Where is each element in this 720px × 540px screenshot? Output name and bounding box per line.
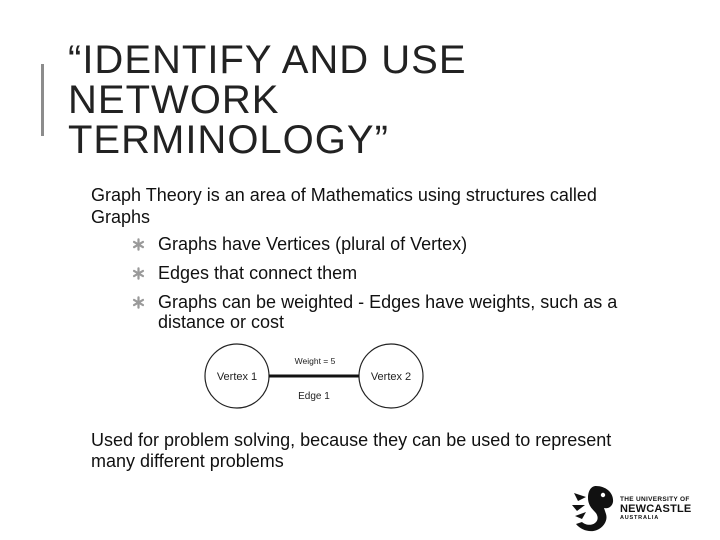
title-line: NETWORK — [68, 78, 280, 122]
asterisk-bullet-icon — [132, 296, 145, 309]
asterisk-bullet-icon — [132, 238, 145, 251]
title-line: TERMINOLOGY” — [68, 118, 389, 162]
vertex-1-label: Vertex 1 — [216, 371, 258, 383]
bullet-item — [130, 292, 650, 332]
title-accent-bar — [41, 64, 44, 136]
logo-line-2: NEWCASTLE — [620, 503, 692, 515]
asterisk-bullet-icon — [132, 267, 145, 280]
vertex-2-label: Vertex 2 — [370, 371, 412, 383]
bullet-item — [130, 263, 650, 283]
logo-line-3: AUSTRALIA — [620, 515, 659, 521]
closing-paragraph: Used for problem solving, because they can be used to represent many different problems — [91, 430, 612, 471]
graph-diagram — [200, 336, 430, 416]
bullet-item — [130, 234, 650, 254]
logo-wordmark — [620, 496, 706, 522]
seahorse-logo-icon — [566, 483, 618, 535]
bullet-list — [130, 234, 650, 341]
bullet-text: Graphs have Vertices (plural of Vertex) — [158, 234, 468, 254]
bullet-text: Edges that connect them — [158, 263, 358, 283]
title-line: “IDENTIFY AND USE — [68, 38, 467, 82]
edge-weight-label: Weight = 5 — [294, 356, 336, 366]
bullet-text: Graphs can be weighted - Edges have weights, such as a distance or cost — [158, 292, 618, 332]
edge-label: Edge 1 — [298, 391, 330, 402]
intro-paragraph: Graph Theory is an area of Mathematics using structures called Graphs — [91, 185, 597, 227]
logo-line-1: THE UNIVERSITY OF — [620, 496, 690, 503]
university-logo — [566, 483, 706, 535]
slide-title — [68, 40, 628, 160]
